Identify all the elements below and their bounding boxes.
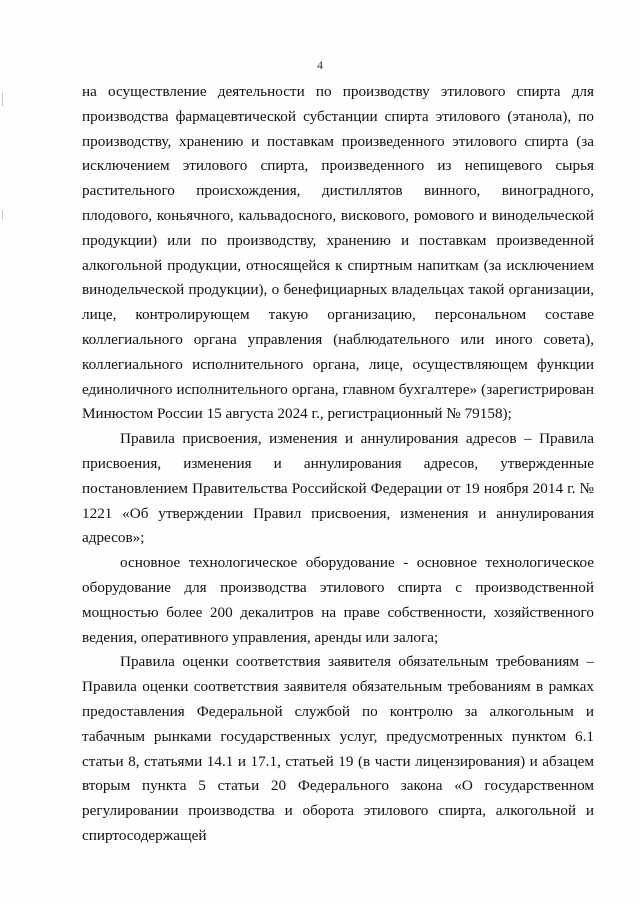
paragraph-address-rules: Правила присвоения, изменения и аннулирования адресов – Правила присвоения, изменения и аннулирования адресов, утвержденные постановлением Правительства Российской Федерации от 19 ноября 2014 г. № 1221 «Об утверждении Правил присвоения, изменения и аннулирования адресов»; bbox=[82, 430, 594, 547]
paragraph-assessment-rules: Правила оценки соответствия заявителя обязательным требованиям – Правила оценки соответствия заявителя обязательным требованиям в рамках предоставления Федеральной службой по контролю за алкогольным и табачным рынками государственных услуг, предусмотренных пунктом 6.1 статьи 8, статьями 14.1 и 17.1, статьей 19 (в части лицензирования) и абзацем вторым пункта 5 статьи 20 Федерального закона «О государственном регулировании производства и оборота этилового спирта, алкогольной и спиртосодержащей bbox=[82, 653, 594, 844]
paragraph-continuation: на осуществление деятельности по производству этилового спирта для производства фармацевтической субстанции спирта этилового (этанола), по производству, хранению и поставкам произведенного этилового спирта (за исключением этилового спирта, произведенного из непищевого сырья растительного происхождения, дистиллятов винного, виноградного, плодового, коньячного, кальвадосного, вискового, ромового и винодельческой продукции) или по производству, хранению и поставкам произведенной алкогольной продукции, относящейся к спиртным напиткам (за исключением винодельческой продукции), о бенефициарных владельцах такой организации, лице, контролирующем такую организацию, персональном составе коллегиального органа управления (наблюдательного или иного совета), коллегиального исполнительного органа, лице, осуществляющем функции единоличного исполнительного органа, главном бухгалтере» (зарегистрирован Минюстом России 15 августа 2024 г., регистрационный № 79158); bbox=[82, 83, 594, 423]
page-number: 4 bbox=[317, 58, 323, 72]
paragraph-equipment: основное технологическое оборудование - основное технологическое оборудование для производства этилового спирта с производственной мощностью более 200 декалитров на праве собственности, хозяйственного ведения, оперативного управления, аренды или залога; bbox=[82, 554, 594, 646]
scan-margin-mark bbox=[2, 210, 3, 220]
scan-margin-mark bbox=[2, 92, 3, 106]
document-body bbox=[82, 80, 594, 849]
